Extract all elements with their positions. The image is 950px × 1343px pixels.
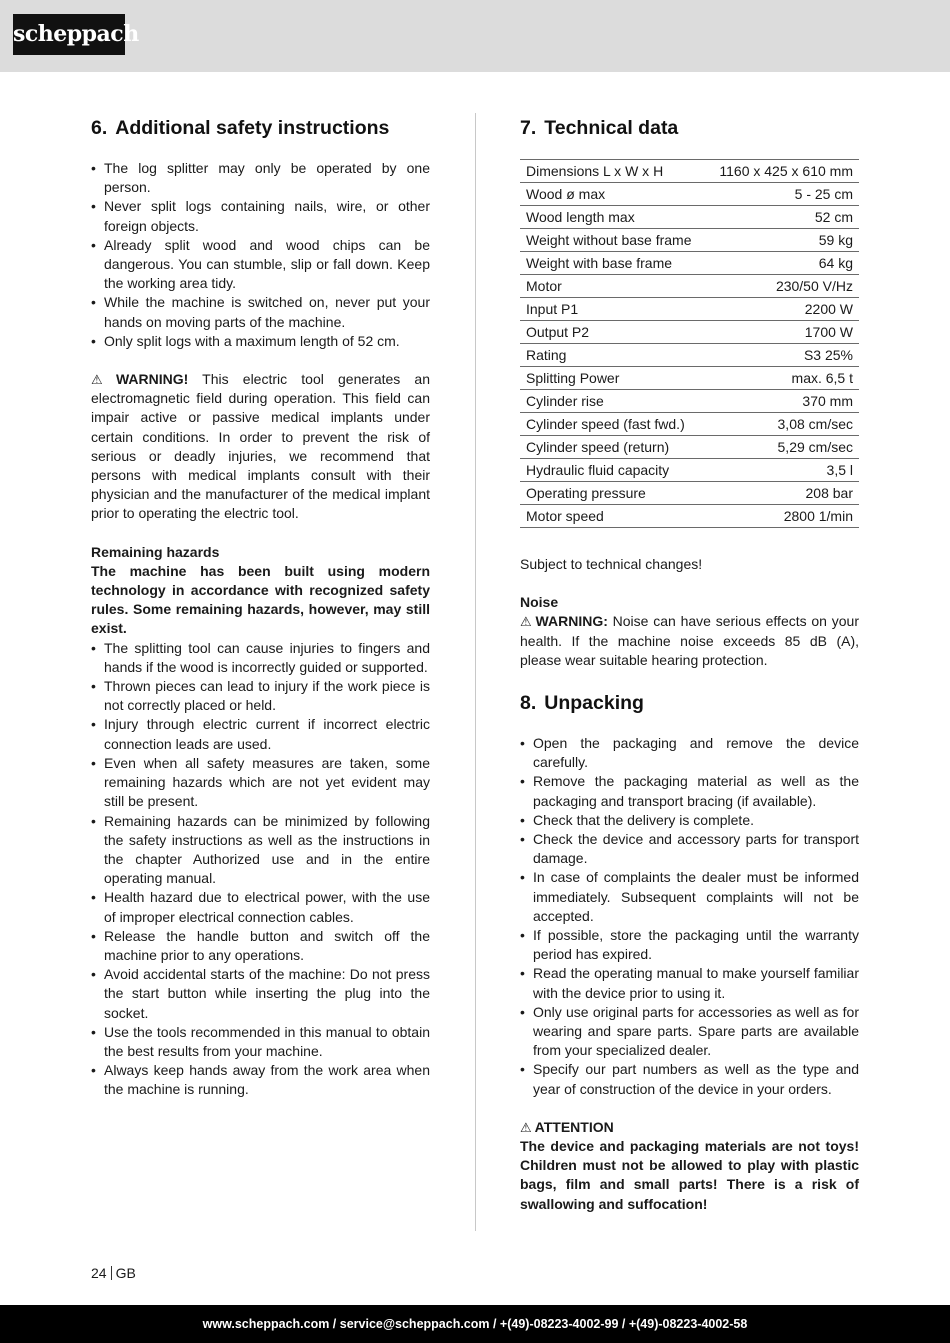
- list-item: • Always keep hands away from the work area when the machine is running.: [91, 1061, 430, 1099]
- spec-value: 64 kg: [706, 252, 859, 275]
- noise-heading: Noise: [520, 594, 559, 611]
- list-item: • Only use original parts for accessories as well as for wearing and spare parts. Spare parts are available from your specialized dealer.: [520, 1003, 859, 1061]
- list-item: • Read the operating manual to make yourself familiar with the device prior to using it.: [520, 964, 859, 1002]
- list-item: • Health hazard due to electrical power, with the use of improper electrical connection cables.: [91, 888, 430, 926]
- list-item: • Use the tools recommended in this manual to obtain the best results from your machine.: [91, 1023, 430, 1061]
- spec-value: 5,29 cm/sec: [706, 436, 859, 459]
- spec-label: Wood length max: [520, 206, 706, 229]
- table-row: [520, 298, 859, 321]
- column-divider: [475, 113, 476, 1231]
- list-item: • The log splitter may only be operated by one person.: [91, 159, 430, 197]
- spec-label: Hydraulic fluid capacity: [520, 459, 706, 482]
- table-row: [520, 275, 859, 298]
- spec-value: 52 cm: [706, 206, 859, 229]
- list-item: • Already split wood and wood chips can be dangerous. You can stumble, slip or fall down. Keep the working area tidy.: [91, 236, 430, 294]
- table-row: [520, 252, 859, 275]
- table-row: [520, 459, 859, 482]
- list-item: • The splitting tool can cause injuries to fingers and hands if the wood is incorrectly guided or supported.: [91, 639, 430, 677]
- table-row: [520, 229, 859, 252]
- spec-label: Splitting Power: [520, 367, 706, 390]
- spec-value: S3 25%: [706, 344, 859, 367]
- page-number: 24 GB: [91, 1265, 136, 1281]
- table-row: [520, 367, 859, 390]
- list-item: • Release the handle button and switch off the machine prior to any operations.: [91, 927, 430, 965]
- list-item: • Remove the packaging material as well as the packaging and transport bracing (if available).: [520, 772, 859, 810]
- spec-label: Weight without base frame: [520, 229, 706, 252]
- header-band: [0, 0, 950, 72]
- page-separator: [111, 1266, 112, 1280]
- table-row: [520, 390, 859, 413]
- list-item: • Even when all safety measures are taken, some remaining hazards which are not yet evident may still be present.: [91, 754, 430, 812]
- list-item: • Injury through electric current if incorrect electric connection leads are used.: [91, 715, 430, 753]
- warning-triangle-icon: ⚠: [520, 614, 533, 630]
- spec-value: 59 kg: [706, 229, 859, 252]
- list-item: • Never split logs containing nails, wire, or other foreign objects.: [91, 197, 430, 235]
- attention-text: The device and packaging materials are not toys! Children must not be allowed to play with plastic bags, film and small parts! There is a risk of swallowing and suffocation!: [520, 1138, 859, 1212]
- spec-value: 2800 1/min: [706, 505, 859, 528]
- list-item: • Check that the delivery is complete.: [520, 811, 859, 830]
- section-7-title: 7. Technical data: [520, 117, 679, 139]
- spec-label: Motor speed: [520, 505, 706, 528]
- table-row: [520, 505, 859, 528]
- technical-data-table: [520, 159, 859, 528]
- scheppach-logo: scheppach: [13, 14, 125, 55]
- table-row: [520, 413, 859, 436]
- remaining-hazards-intro: The machine has been built using modern technology in accordance with recognized safety rules. Some remaining hazards, however, may still exist.: [91, 562, 430, 637]
- spec-value: 370 mm: [706, 390, 859, 413]
- table-row: [520, 160, 859, 183]
- right-column: [520, 115, 859, 1214]
- safety-instructions-list: [91, 159, 430, 351]
- list-item: • Avoid accidental starts of the machine: Do not press the start button while inserting the plug into the socket.: [91, 965, 430, 1023]
- spec-label: Cylinder rise: [520, 390, 706, 413]
- spec-value: 208 bar: [706, 482, 859, 505]
- spec-value: 1160 x 425 x 610 mm: [706, 160, 859, 183]
- spec-label: Operating pressure: [520, 482, 706, 505]
- spec-value: max. 6,5 t: [706, 367, 859, 390]
- section-6-title: 6. Additional safety instructions: [91, 117, 390, 139]
- spec-label: Cylinder speed (return): [520, 436, 706, 459]
- contact-footer: [0, 1305, 950, 1343]
- spec-label: Weight with base frame: [520, 252, 706, 275]
- spec-value: 3,5 l: [706, 459, 859, 482]
- technical-changes-note: Subject to technical changes!: [520, 556, 703, 572]
- attention-heading: ⚠ ATTENTION: [520, 1118, 614, 1135]
- list-item: • Open the packaging and remove the device carefully.: [520, 734, 859, 772]
- spec-label: Rating: [520, 344, 706, 367]
- table-row: [520, 206, 859, 229]
- spec-value: 5 - 25 cm: [706, 183, 859, 206]
- list-item: • While the machine is switched on, never put your hands on moving parts of the machine.: [91, 293, 430, 331]
- spec-label: Motor: [520, 275, 706, 298]
- table-row: [520, 344, 859, 367]
- list-item: • Only split logs with a maximum length of 52 cm.: [91, 332, 430, 351]
- remaining-hazards-heading: Remaining hazards: [91, 543, 220, 560]
- list-item: • Specify our part numbers as well as the type and year of construction of the device in your orders.: [520, 1060, 859, 1098]
- remaining-hazards-list: [91, 639, 430, 1100]
- list-item: • Thrown pieces can lead to injury if the work piece is not correctly placed or held.: [91, 677, 430, 715]
- unpacking-list: [520, 734, 859, 1099]
- table-row: [520, 183, 859, 206]
- section-8-title: 8. Unpacking: [520, 692, 644, 715]
- list-item: • In case of complaints the dealer must be informed immediately. Subsequent complaints will not be accepted.: [520, 868, 859, 926]
- spec-label: Input P1: [520, 298, 706, 321]
- spec-label: Dimensions L x W x H: [520, 160, 706, 183]
- left-column: [91, 115, 430, 1100]
- noise-warning: ⚠ WARNING: Noise can have serious effects on your health. If the machine noise exceeds 85 dB (A), please wear suitable hearing protection.: [520, 613, 859, 668]
- contact-line: www.scheppach.com / service@scheppach.com / +(49)-08223-4002-99 / +(49)-08223-4002-58: [202, 1317, 748, 1331]
- list-item: • If possible, store the packaging until the warranty period has expired.: [520, 926, 859, 964]
- table-row: [520, 436, 859, 459]
- table-row: [520, 321, 859, 344]
- spec-label: Output P2: [520, 321, 706, 344]
- warning-triangle-icon: ⚠: [520, 1119, 532, 1135]
- spec-value: 2200 W: [706, 298, 859, 321]
- spec-value: 230/50 V/Hz: [706, 275, 859, 298]
- list-item: • Check the device and accessory parts for transport damage.: [520, 830, 859, 868]
- list-item: • Remaining hazards can be minimized by following the safety instructions as well as the instructions in the chapter Authorized use and in the entire operating manual.: [91, 812, 430, 889]
- spec-label: Cylinder speed (fast fwd.): [520, 413, 706, 436]
- spec-value: 1700 W: [706, 321, 859, 344]
- spec-label: Wood ø max: [520, 183, 706, 206]
- emf-warning: ⚠ WARNING! This electric tool generates an electromagnetic field during operation. This field can impair active or passive medical implants under certain conditions. In order to prevent the risk of serious or deadly injuries, we recommend that persons with medical implants consult with their physician and the manufacturer of the medical implant prior to operating the electric tool.: [91, 371, 431, 522]
- table-row: [520, 482, 859, 505]
- warning-triangle-icon: ⚠: [91, 372, 113, 388]
- spec-value: 3,08 cm/sec: [706, 413, 859, 436]
